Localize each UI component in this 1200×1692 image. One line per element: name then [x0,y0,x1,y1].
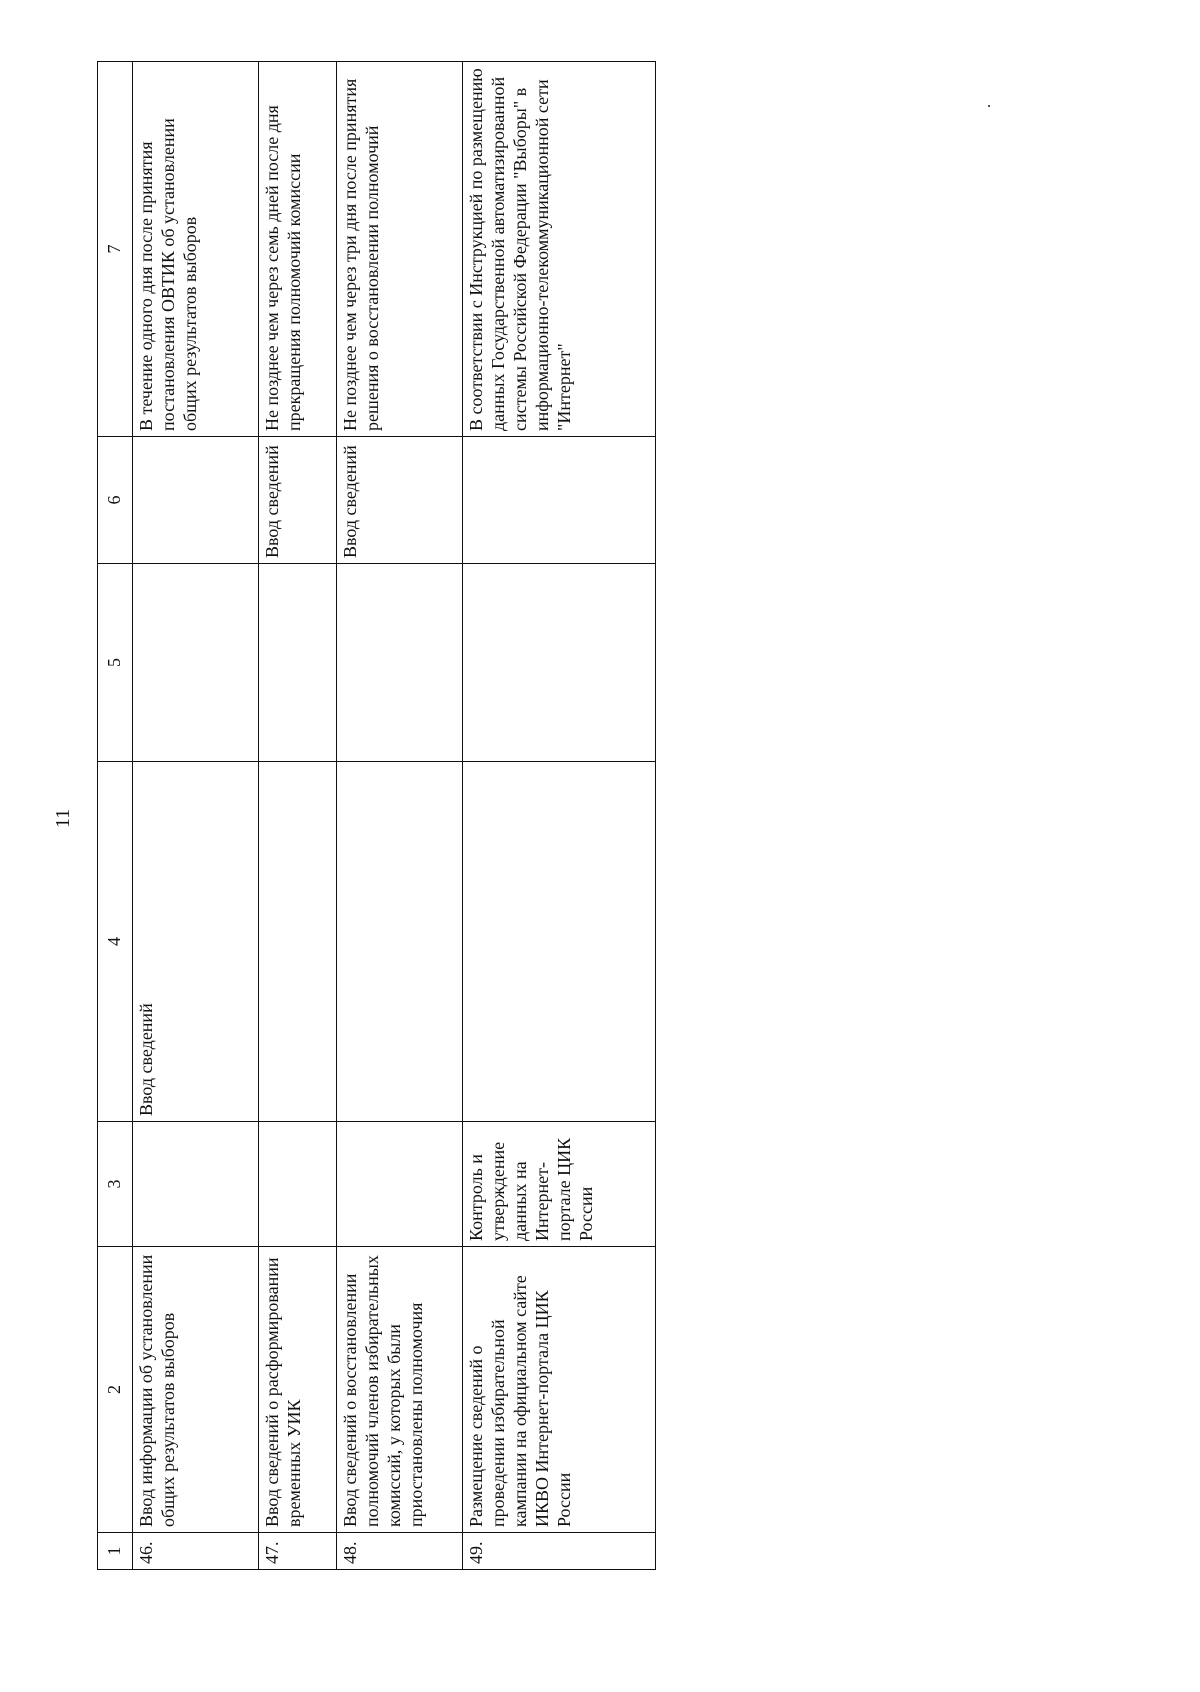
page-number: 11 [52,808,74,828]
col3-cell [133,1122,259,1247]
deadline-cell: В течение одного дня после принятия постановления ОВТИК об установлении общих результатов выборов [133,62,259,437]
col6-cell: Ввод сведений [337,437,463,564]
col4-cell [463,762,656,1122]
col4-cell [337,762,463,1122]
col3-cell: Контроль и утверждение данных на Интернет-портале ЦИК России [463,1122,656,1247]
header-row [98,62,133,1570]
action-cell: Размещение сведений о проведении избирательной кампании на официальном сайте ИКВО Интернет-портала ЦИК России [463,1247,656,1533]
action-cell: Ввод сведений о восстановлении полномочий членов избирательных комиссий, у которых были приостановлены полномочия [337,1247,463,1533]
col5-cell [463,564,656,762]
row-number: 48. [337,1533,463,1570]
col5-cell [133,564,259,762]
col5-cell [337,564,463,762]
col5-cell [259,564,337,762]
row-number: 46. [133,1533,259,1570]
action-cell: Ввод информации об установлении общих результатов выборов [133,1247,259,1533]
col3-cell [259,1122,337,1247]
action-cell: Ввод сведений о расформировании временных УИК [259,1247,337,1533]
scan-speck [988,105,990,107]
deadline-cell: Не позднее чем через три дня после принятия решения о восстановлении полномочий [337,62,463,437]
col6-cell: Ввод сведений [259,437,337,564]
header-col-1: 1 [98,1533,133,1570]
col6-cell [133,437,259,564]
row-number: 47. [259,1533,337,1570]
table-row [259,62,337,1570]
col4-cell: Ввод сведений [133,762,259,1122]
header-col-6: 6 [98,437,133,564]
table-row [133,62,259,1570]
deadline-cell: В соответствии с Инструкцией по размещению данных Государственной автоматизированной системы Российской Федерации "Выборы" в информационно-телекоммуникационной сети "Интернет" [463,62,656,437]
row-number: 49. [463,1533,656,1570]
header-col-5: 5 [98,564,133,762]
schedule-table [97,61,656,1570]
deadline-cell: Не позднее чем через семь дней после дня прекращения полномочий комиссии [259,62,337,437]
table-row [463,62,656,1570]
header-col-4: 4 [98,762,133,1122]
header-col-7: 7 [98,62,133,437]
table-row [337,62,463,1570]
col6-cell [463,437,656,564]
header-col-3: 3 [98,1122,133,1247]
rotated-table-container [97,62,652,1570]
header-col-2: 2 [98,1247,133,1533]
col4-cell [259,762,337,1122]
col3-cell [337,1122,463,1247]
